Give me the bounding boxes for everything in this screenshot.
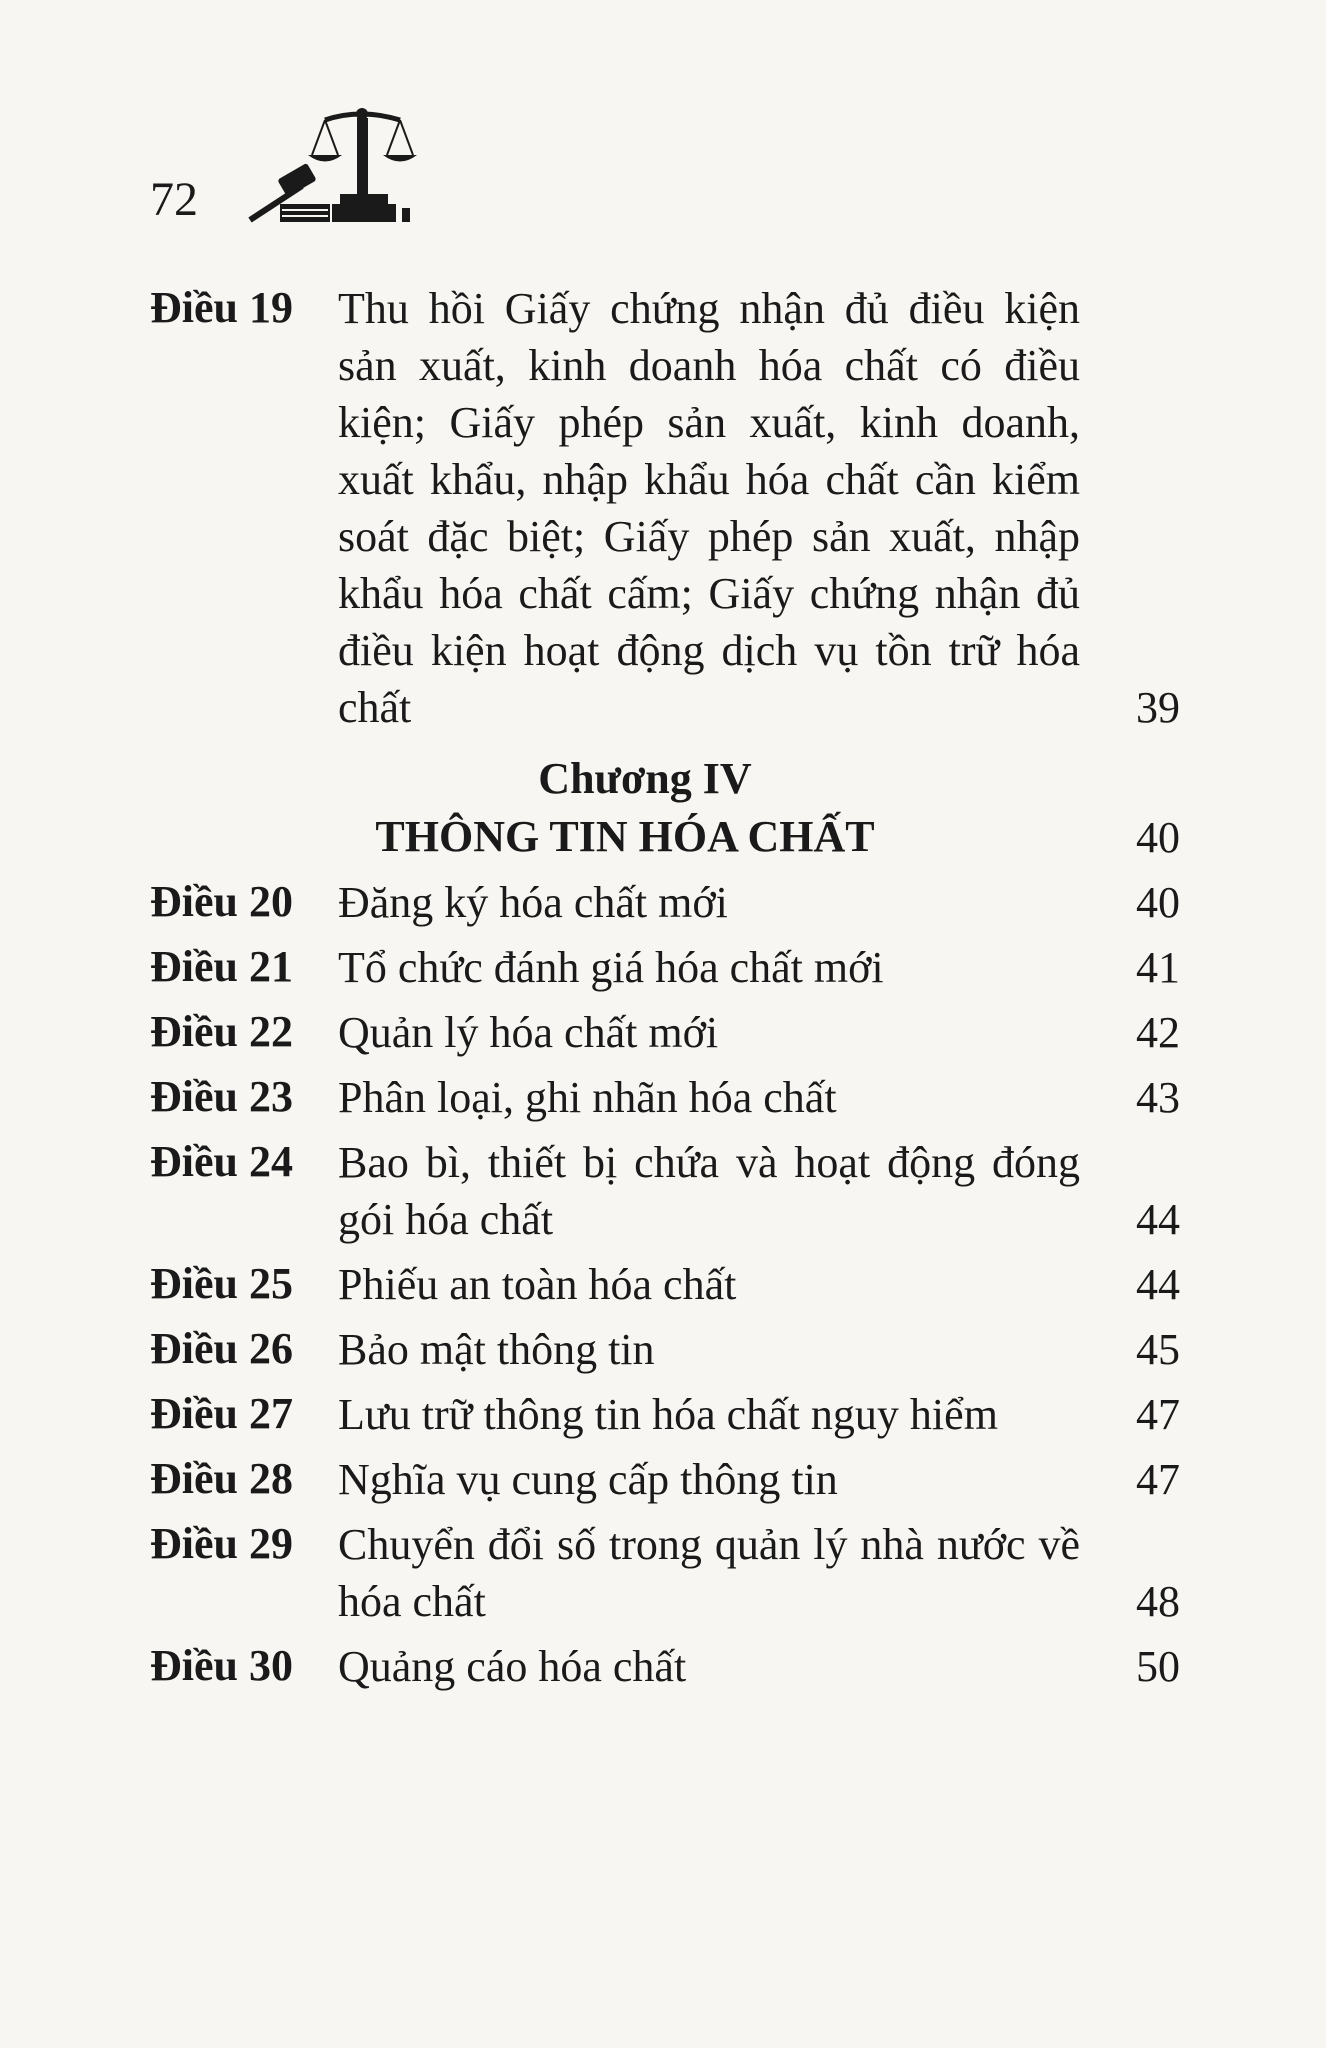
article-label: Điều 27 xyxy=(150,1389,293,1438)
article-label: Điều 26 xyxy=(150,1324,293,1373)
article-label: Điều 25 xyxy=(150,1259,293,1308)
page-ref: 45 xyxy=(1136,1325,1180,1374)
page-ref: 40 xyxy=(1136,878,1180,927)
page-ref: 47 xyxy=(1136,1390,1180,1439)
article-title: Bao bì, thiết bị chứa và hoạt động đóng gói hóa chất xyxy=(338,1138,1080,1244)
article-title: Tổ chức đánh giá hóa chất mới xyxy=(338,943,884,992)
article-title: Thu hồi Giấy chứng nhận đủ điều kiện sản xuất, kinh doanh hóa chất có điều kiện; Giấy phép sản xuất, kinh doanh, xuất khẩu, nhập khẩu hóa chất cần kiểm soát đặc biệt; Giấy phép sản xuất, nhập khẩu hóa chất cấm; Giấy chứng nhận đủ điều kiện hoạt động dịch vụ tồn trữ hóa chất xyxy=(338,284,1080,732)
toc-entry[interactable] xyxy=(150,1134,1180,1248)
toc-entry[interactable] xyxy=(150,1638,1180,1695)
article-title: Quản lý hóa chất mới xyxy=(338,1008,719,1057)
toc-entry[interactable] xyxy=(150,1004,1180,1061)
chapter-heading[interactable] xyxy=(150,808,1180,866)
page-ref: 50 xyxy=(1136,1642,1180,1691)
chapter-title: THÔNG TIN HÓA CHẤT xyxy=(375,812,875,861)
article-label: Điều 21 xyxy=(150,942,293,991)
article-title: Nghĩa vụ cung cấp thông tin xyxy=(338,1455,838,1504)
article-title: Phiếu an toàn hóa chất xyxy=(338,1260,737,1309)
article-title: Lưu trữ thông tin hóa chất nguy hiểm xyxy=(338,1390,998,1439)
page-ref: 42 xyxy=(1136,1008,1180,1057)
chapter-number: Chương IV xyxy=(538,754,752,803)
page-header xyxy=(150,100,550,230)
table-of-contents xyxy=(150,280,1180,1703)
page-ref: 44 xyxy=(1136,1260,1180,1309)
page-ref: 40 xyxy=(1136,813,1180,862)
page-ref: 41 xyxy=(1136,943,1180,992)
article-label: Điều 29 xyxy=(150,1519,293,1568)
page-ref: 47 xyxy=(1136,1455,1180,1504)
article-label: Điều 30 xyxy=(150,1641,293,1690)
article-label: Điều 22 xyxy=(150,1007,293,1056)
article-title: Bảo mật thông tin xyxy=(338,1325,655,1374)
toc-entry[interactable] xyxy=(150,1386,1180,1443)
article-label: Điều 20 xyxy=(150,877,293,926)
toc-entry[interactable] xyxy=(150,1321,1180,1378)
toc-entry[interactable] xyxy=(150,939,1180,996)
page-ref: 39 xyxy=(1136,683,1180,732)
toc-entry[interactable] xyxy=(150,874,1180,931)
toc-entry[interactable] xyxy=(150,280,1180,736)
article-label: Điều 28 xyxy=(150,1454,293,1503)
article-title: Đăng ký hóa chất mới xyxy=(338,878,728,927)
toc-entry[interactable] xyxy=(150,1256,1180,1313)
toc-entry[interactable] xyxy=(150,1069,1180,1126)
scales-of-justice-gavel-icon xyxy=(240,100,440,230)
page-ref: 44 xyxy=(1136,1195,1180,1244)
page-number: 72 xyxy=(150,173,198,226)
toc-entry[interactable] xyxy=(150,1516,1180,1630)
article-label: Điều 19 xyxy=(150,283,293,332)
article-title: Phân loại, ghi nhãn hóa chất xyxy=(338,1073,837,1122)
article-label: Điều 24 xyxy=(150,1137,293,1186)
page-ref: 48 xyxy=(1136,1577,1180,1626)
toc-entry[interactable] xyxy=(150,1451,1180,1508)
article-label: Điều 23 xyxy=(150,1072,293,1121)
article-title: Chuyển đổi số trong quản lý nhà nước về hóa chất xyxy=(338,1520,1080,1626)
page-ref: 43 xyxy=(1136,1073,1180,1122)
article-title: Quảng cáo hóa chất xyxy=(338,1642,687,1691)
